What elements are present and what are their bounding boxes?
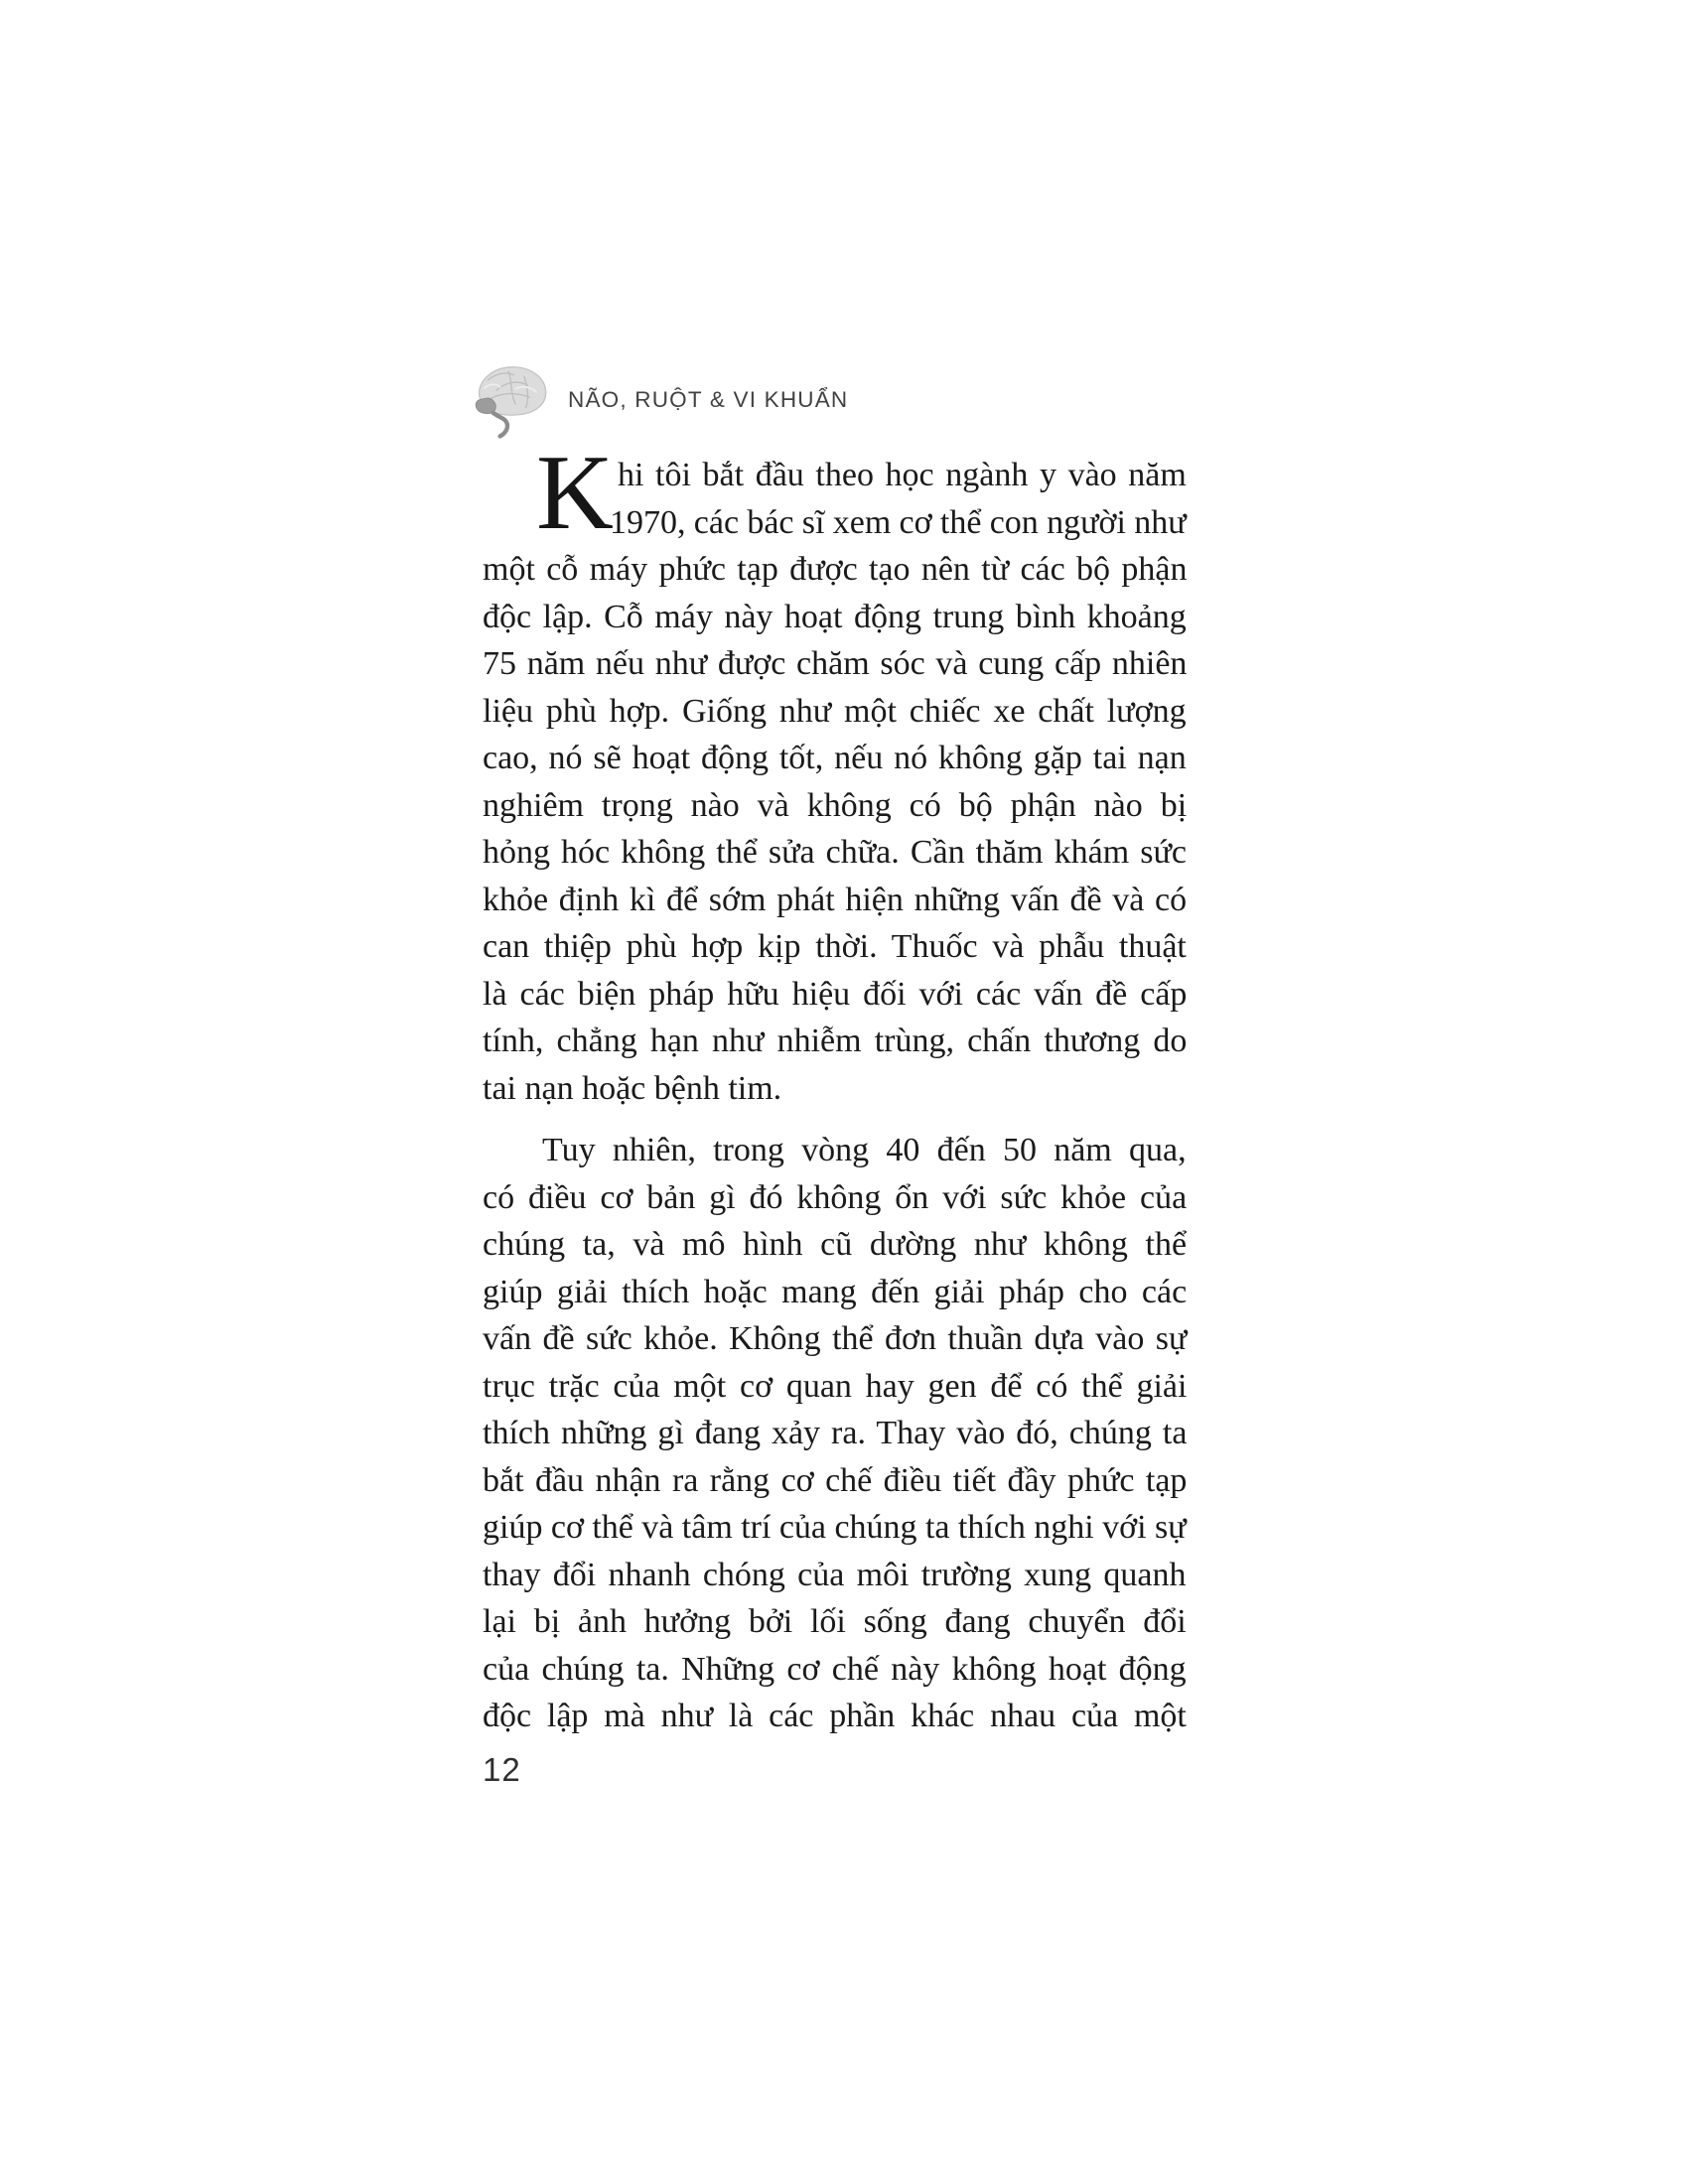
body-text xyxy=(483,434,1188,1740)
text-line: liệu phù hợp. Giống như một chiếc xe chất lượng xyxy=(483,692,1187,730)
text-line: trục trặc của một cơ quan hay gen để có thể giải xyxy=(483,1367,1188,1405)
text-line: thay đổi nhanh chóng của môi trường xung quanh xyxy=(483,1556,1187,1593)
paragraph-1 xyxy=(483,452,1187,1112)
text-line: tính, chẳng hạn như nhiễm trùng, chấn thương do xyxy=(483,1023,1188,1059)
text-line: Tuy nhiên, trong vòng 40 đến 50 năm qua, xyxy=(542,1132,1187,1168)
text-line: vấn đề sức khỏe. Không thể đơn thuần dựa vào sự xyxy=(483,1320,1188,1357)
running-head-title: NÃO, RUỘT & VI KHUẨN xyxy=(568,387,849,412)
text-line: độc lập. Cỗ máy này hoạt động trung bình khoảng xyxy=(483,598,1187,635)
text-line: cao, nó sẽ hoạt động tốt, nếu nó không gặp tai nạn xyxy=(483,740,1187,776)
page-number: 12 xyxy=(483,1751,521,1788)
text-line: là các biện pháp hữu hiệu đối với các vấn đề cấp xyxy=(483,975,1188,1013)
text-line: thích những gì đang xảy ra. Thay vào đó, chúng ta xyxy=(483,1415,1188,1451)
text-line: có điều cơ bản gì đó không ổn với sức khỏe của xyxy=(483,1178,1188,1216)
text-line: khỏe định kì để sớm phát hiện những vấn đề và có xyxy=(483,881,1188,918)
text-line: giúp cơ thể và tâm trí của chúng ta thích nghi với sự xyxy=(483,1509,1187,1546)
text-line: 1970, các bác sĩ xem cơ thể con người như xyxy=(610,503,1187,541)
text-line: của chúng ta. Những cơ chế này không hoạt động xyxy=(483,1650,1187,1688)
drop-cap: K xyxy=(536,434,614,552)
text-line: lại bị ảnh hưởng bởi lối sống đang chuyển đổi xyxy=(483,1603,1187,1640)
text-line: 75 năm nếu như được chăm sóc và cung cấp nhiên xyxy=(483,645,1188,682)
brain-icon xyxy=(465,359,556,439)
paragraph-2 xyxy=(483,1127,1187,1740)
text-line: chúng ta, và mô hình cũ dường như không thể xyxy=(483,1226,1188,1263)
text-line: hi tôi bắt đầu theo học ngành y vào năm xyxy=(618,457,1187,493)
text-line: độc lập mà như là các phần khác nhau của một xyxy=(483,1698,1187,1734)
text-line: hỏng hóc không thể sửa chữa. Cần thăm khám sức xyxy=(483,834,1188,871)
text-line: giúp giải thích hoặc mang đến giải pháp cho các xyxy=(483,1273,1188,1310)
text-line: can thiệp phù hợp kịp thời. Thuốc và phẫu thuật xyxy=(483,928,1187,965)
text-line: tai nạn hoặc bệnh tim. xyxy=(483,1069,782,1107)
text-line: nghiêm trọng nào và không có bộ phận nào bị xyxy=(483,786,1188,824)
text-line: một cỗ máy phức tạp được tạo nên từ các bộ phận xyxy=(483,551,1188,588)
text-line: bắt đầu nhận ra rằng cơ chế điều tiết đầy phức tạp xyxy=(483,1461,1188,1499)
